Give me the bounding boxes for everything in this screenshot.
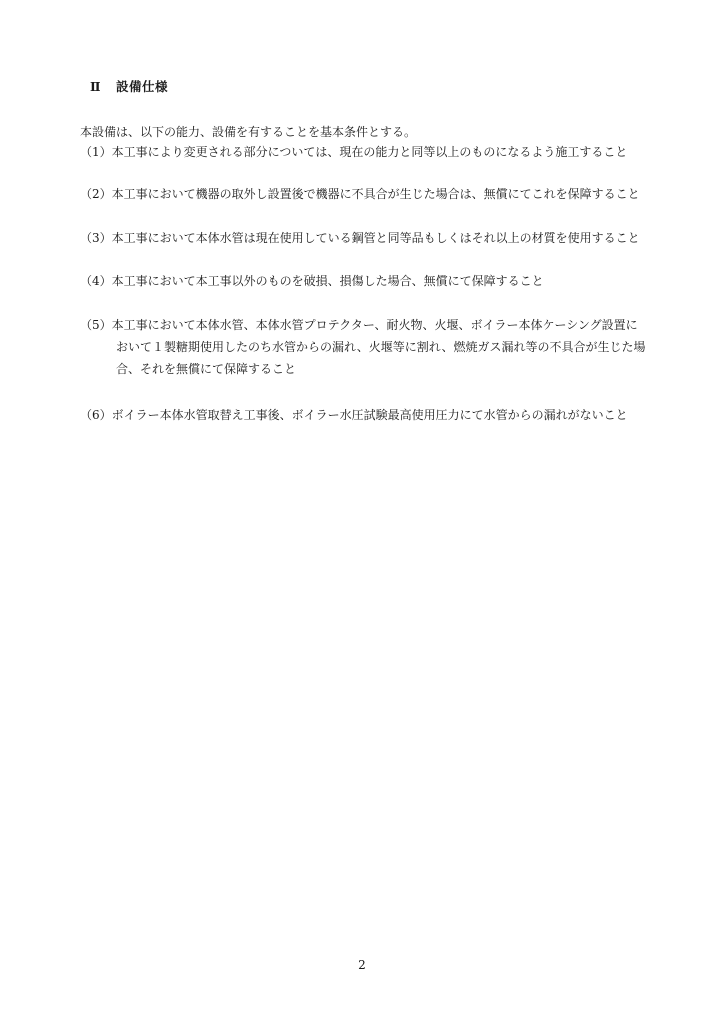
- list-item-2: [80, 183, 680, 205]
- item-text: ボイラー本体水管取替え工事後、ボイラー水圧試験最高使用圧力にて水管からの漏れがないこと: [111, 408, 628, 422]
- list-item-4: [80, 270, 680, 292]
- item-number: （5）: [80, 318, 112, 332]
- list-item-6: [80, 404, 680, 426]
- list-item-1: [80, 141, 680, 163]
- list-item-3: [80, 227, 680, 249]
- item-number: （3）: [80, 231, 112, 245]
- section-heading: [90, 77, 168, 95]
- item-text-continued: 合、それを無償にて保障すること: [116, 362, 297, 376]
- item-number: （2）: [80, 187, 112, 201]
- page-number: 2: [358, 958, 366, 972]
- item-text: 本工事において本工事以外のものを破損、損傷した場合、無償にて保障すること: [111, 274, 544, 288]
- item-number: （1）: [80, 145, 112, 159]
- item-text: 本工事において機器の取外し設置後で機器に不具合が生じた場合は、無償にてこれを保障すること: [111, 187, 640, 201]
- item-text-continued: おいて１製糖期使用したのち水管からの漏れ、火堰等に割れ、燃焼ガス漏れ等の不具合が生じた場: [116, 340, 646, 354]
- item-number: （4）: [80, 274, 112, 288]
- item-text: 本工事において本体水管、本体水管プロテクター、耐火物、火堰、ボイラー本体ケーシング設置に: [111, 318, 638, 332]
- section-number: Ⅱ: [90, 79, 102, 94]
- list-item-5: [80, 314, 680, 380]
- section-title: 設備仕様: [116, 79, 169, 94]
- item-number: （6）: [80, 408, 112, 422]
- item-text: 本工事において本体水管は現在使用している鋼管と同等品もしくはそれ以上の材質を使用すること: [111, 231, 640, 245]
- intro-paragraph: 本設備は、以下の能力、設備を有することを基本条件とする。: [80, 125, 417, 139]
- item-text: 本工事により変更される部分については、現在の能力と同等以上のものになるよう施工すること: [111, 145, 628, 159]
